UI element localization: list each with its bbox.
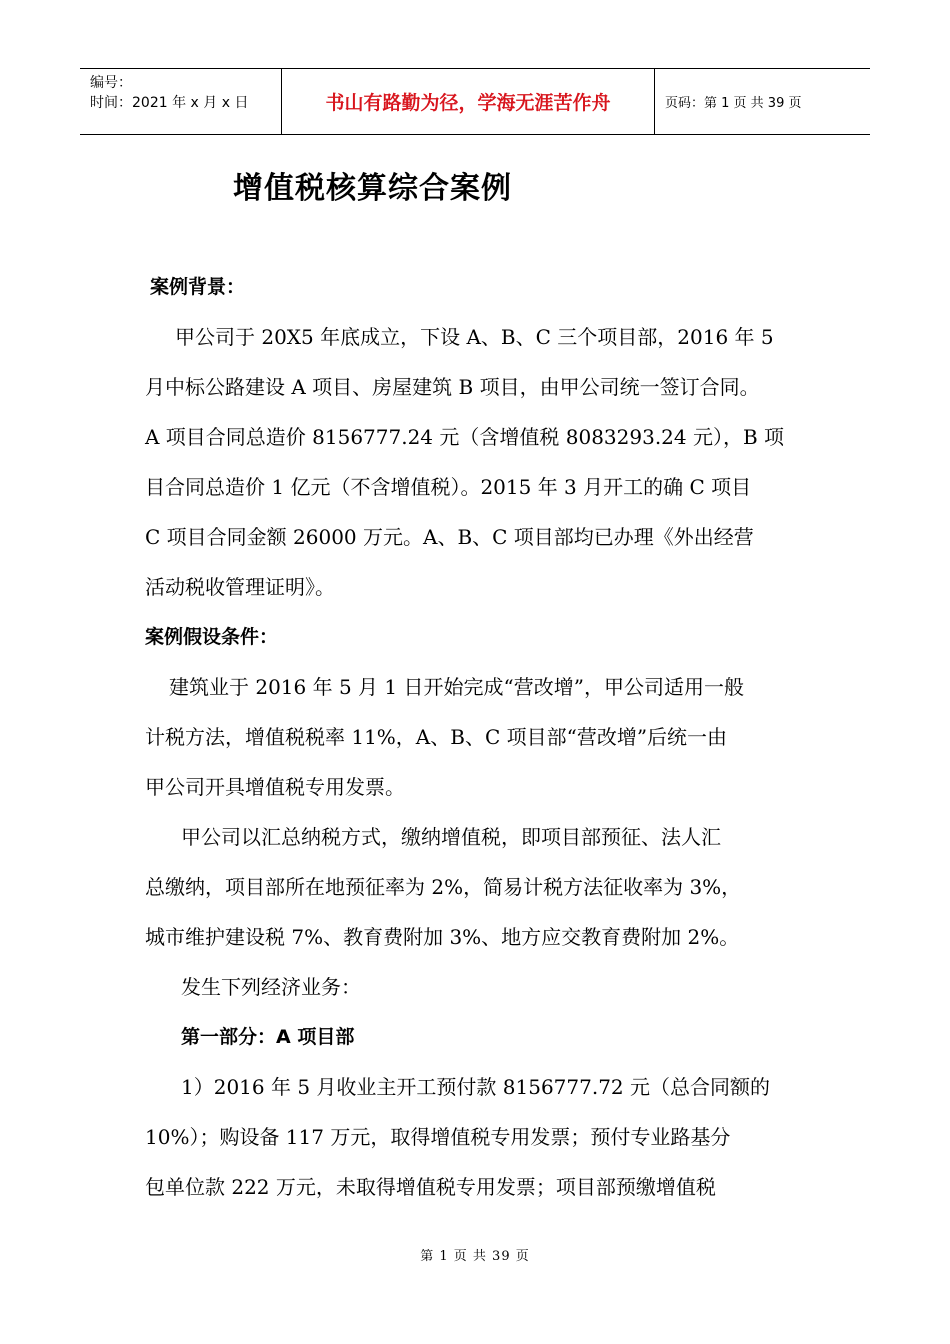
- body-line: 10%）；购设备 117 万元，取得增值税专用发票；预付专业路基分: [145, 1125, 731, 1149]
- body-line: 包单位款 222 万元，未取得增值税专用发票；项目部预缴增值税: [145, 1175, 716, 1199]
- assumptions-paragraph-2: [145, 812, 813, 962]
- body-line: 甲公司开具增值税专用发票。: [145, 775, 405, 799]
- body-line: 城市维护建设税 7%、教育费附加 3%、地方应交教育费附加 2%。: [145, 925, 740, 949]
- body-line: 活动税收管理证明》。: [145, 575, 335, 599]
- date-label: 时间：2021 年 x 月 x 日: [90, 95, 249, 111]
- body-line: 甲公司以汇总纳税方式，缴纳增值税，即项目部预征、法人汇: [181, 825, 721, 849]
- business-intro: 发生下列经济业务：: [181, 975, 361, 999]
- page-footer: 第 1 页 共 39 页: [420, 1249, 530, 1264]
- body-line: 甲公司于 20X5 年底成立，下设 A、B、C 三个项目部，2016 年 5: [175, 325, 774, 349]
- body-line: C 项目合同金额 26000 万元。A、B、C 项目部均已办理《外出经营: [145, 525, 754, 549]
- document-title: 增值税核算综合案例: [233, 171, 512, 206]
- background-paragraph: [145, 312, 813, 612]
- body-line: 月中标公路建设 A 项目、房屋建筑 B 项目，由甲公司统一签订合同。: [145, 375, 760, 399]
- background-heading: 案例背景：: [150, 276, 246, 298]
- part1-heading: 第一部分：A 项目部: [181, 1026, 355, 1048]
- body-line: 1）2016 年 5 月收业主开工预付款 8156777.72 元（总合同额的: [181, 1075, 771, 1099]
- item1-paragraph: [145, 1062, 813, 1212]
- body-line: A 项目合同总造价 8156777.24 元（含增值税 8083293.24 元），B 项: [145, 425, 785, 449]
- header-meta-cell: [80, 69, 282, 134]
- document-header: [80, 68, 870, 135]
- assumptions-heading: 案例假设条件：: [145, 626, 279, 648]
- document-body: [145, 262, 813, 1212]
- header-page-info: 页码：第 1 页 共 39 页: [665, 96, 802, 111]
- body-line: 计税方法，增值税税率 11%，A、B、C 项目部“营改增”后统一由: [145, 725, 728, 749]
- header-motto: 书山有路勤为径，学海无涯苦作舟: [282, 69, 655, 134]
- body-line: 总缴纳，项目部所在地预征率为 2%，简易计税方法征收率为 3%，: [145, 875, 742, 899]
- serial-number-label: 编号：: [90, 75, 132, 91]
- body-line: 建筑业于 2016 年 5 月 1 日开始完成“营改增”，甲公司适用一般: [169, 675, 744, 699]
- body-line: 目合同总造价 1 亿元（不含增值税）。2015 年 3 月开工的确 C 项目: [145, 475, 752, 499]
- assumptions-paragraph-1: [145, 662, 813, 812]
